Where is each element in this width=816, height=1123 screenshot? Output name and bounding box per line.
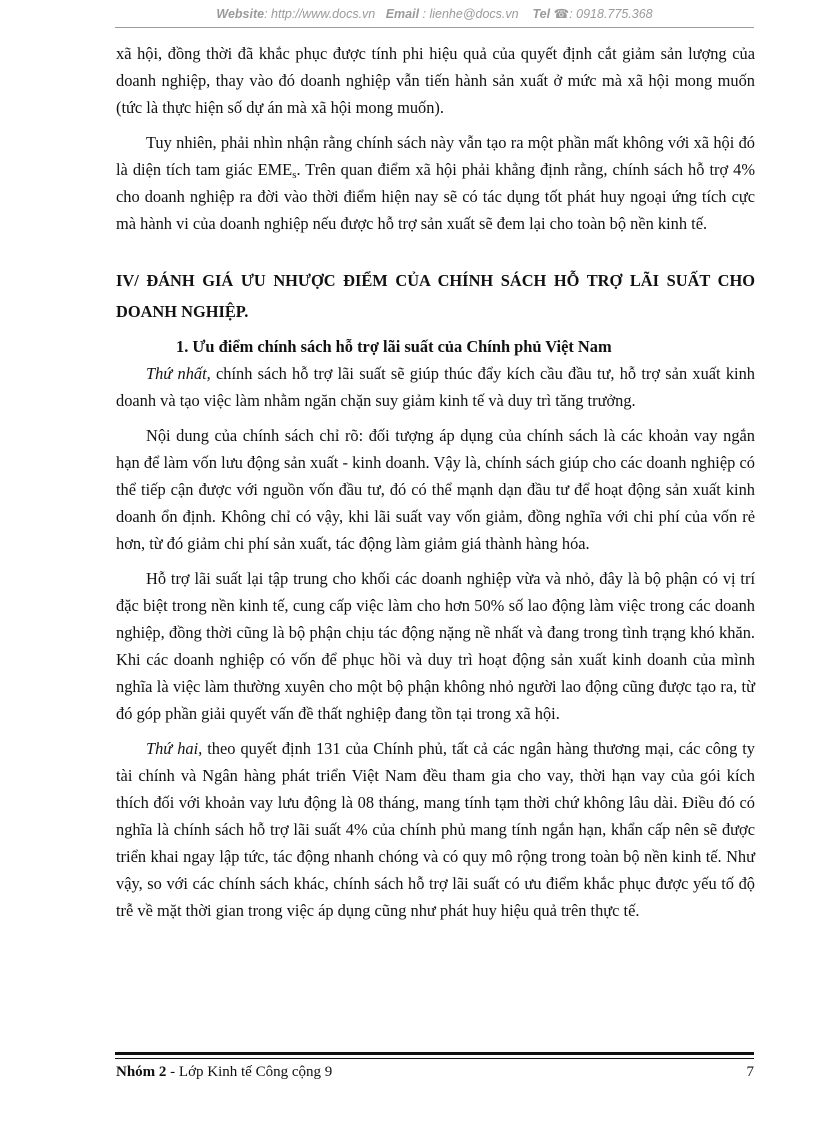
tel-value: : 0918.775.368 (569, 7, 653, 21)
website-value: : http://www.docs.vn (264, 7, 376, 21)
paragraph-6 (116, 735, 755, 924)
email-value: : lienhe@docs.vn (422, 7, 519, 21)
page-number: 7 (746, 1064, 754, 1080)
footer-divider-thick (115, 1052, 754, 1055)
header-divider (115, 27, 754, 28)
footer-class: - Lớp Kinh tế Công cộng 9 (166, 1064, 333, 1080)
paragraph-4: Nội dung của chính sách chỉ rõ: đối tượng áp dụng của chính sách là các khoản vay ngắn hạn để làm vốn lưu động sản xuất - kinh doanh. Vậy là, chính sách giúp cho các doanh nghiệp có thể tiếp cận được với nguồn vốn đầu tư, đó có thể mạnh dạn đầu tư để hoạt động sản xuất kinh doanh ổn định. Không chỉ có vậy, khi lãi suất vay vốn giảm, đồng nghĩa với chi phí của vốn rẻ hơn, từ đó giảm chi phí sản xuất, tác động làm giảm giá thành hàng hóa. (116, 426, 755, 553)
section-heading: IV/ ĐÁNH GIÁ ƯU NHƯỢC ĐIỂM CỦA CHÍNH SÁCH HỖ TRỢ LÃI SUẤT CHO DOANH NGHIỆP. (116, 271, 755, 321)
phone-icon: ☎ (553, 7, 570, 21)
sub-heading: 1. Ưu điểm chính sách hỗ trợ lãi suất của Chính phủ Việt Nam (176, 337, 612, 356)
paragraph-2-subscript: s (292, 169, 297, 181)
paragraph-6-lead: Thứ hai, (146, 739, 203, 758)
paragraph-1: xã hội, đồng thời đã khắc phục được tính phi hiệu quả của quyết định cắt giảm sản lượng của doanh nghiệp, thay vào đó doanh nghiệp vẫn tiến hành sản xuất ở mức mà xã hội mong muốn (tức là thực hiện số dự án mà xã hội mong muốn). (116, 44, 755, 117)
paragraph-5: Hỗ trợ lãi suất lại tập trung cho khối các doanh nghiệp vừa và nhỏ, đây là bộ phận có vị trí đặc biệt trong nền kinh tế, cung cấp việc làm cho hơn 50% số lao động làm việc trong các doanh nghiệp, đồng thời cũng là bộ phận chịu tác động nặng nề nhất và đang trong tình trạng khó khăn. Khi các doanh nghiệp có vốn để phục hồi và duy trì hoạt động sản xuất kinh doanh của mình nghĩa là việc làm thường xuyên cho một bộ phận không nhỏ người lao động cũng được tạo ra, từ đó góp phần giải quyết vấn đề thất nghiệp đang tồn tại trong xã hội. (116, 569, 755, 723)
website-label: Website (216, 7, 265, 21)
paragraph-3 (116, 360, 755, 414)
paragraph-2 (116, 129, 755, 237)
tel-label: Tel (532, 7, 551, 21)
paragraph-6-text: theo quyết định 131 của Chính phủ, tất cả các ngân hàng thương mại, các công ty tài chính và Ngân hàng phát triển Việt Nam đều tham gia cho vay, thời hạn vay của gói kích thích đối với khoản vay lưu động là 08 tháng, mang tính tạm thời chứ không lâu dài. Điều đó có nghĩa là chính sách hỗ trợ lãi suất 4% của chính phủ mang tính ngắn hạn, khẩn cấp nên sẽ được triển khai ngay lập tức, tác động nhanh chóng và có quy mô rộng trong toàn bộ nền kinh tế. Như vậy, so với các chính sách khác, chính sách hỗ trợ lãi suất có ưu điểm khắc phục được yếu tố độ trễ về mặt thời gian trong việc áp dụng cũng như phát huy hiệu quả trên thực tế. (116, 739, 756, 920)
email-label: Email (385, 7, 420, 21)
footer-divider-thin (115, 1058, 754, 1059)
page-header (115, 6, 754, 28)
footer-group: Nhóm 2 (116, 1064, 167, 1080)
footer-label (116, 1064, 332, 1080)
paragraph-3-text: chính sách hỗ trợ lãi suất sẽ giúp thúc đẩy kích cầu đầu tư, hỗ trợ sản xuất kinh doanh và tạo việc làm nhằm ngăn chặn suy giảm kinh tế và duy trì tăng trưởng. (116, 364, 756, 410)
page-body (116, 40, 755, 924)
paragraph-3-lead: Thứ nhất, (146, 364, 211, 383)
page-footer (116, 1064, 754, 1081)
paragraph-2-text-b: . Trên quan điểm xã hội phải khẳng định rằng, chính sách hỗ trợ 4% cho doanh nghiệp ra đời vào thời điểm hiện nay sẽ có tác dụng tốt phát huy ngoại ứng tích cực mà hành vi của doanh nghiệp nếu được hỗ trợ sản xuất sẽ đem lại cho toàn bộ nền kinh tế. (116, 160, 755, 233)
paragraph-2-text-a: Tuy nhiên, phải nhìn nhận rằng chính sách này vẫn tạo ra một phần mất không với xã hội đó là diện tích tam giác EME (116, 133, 755, 179)
